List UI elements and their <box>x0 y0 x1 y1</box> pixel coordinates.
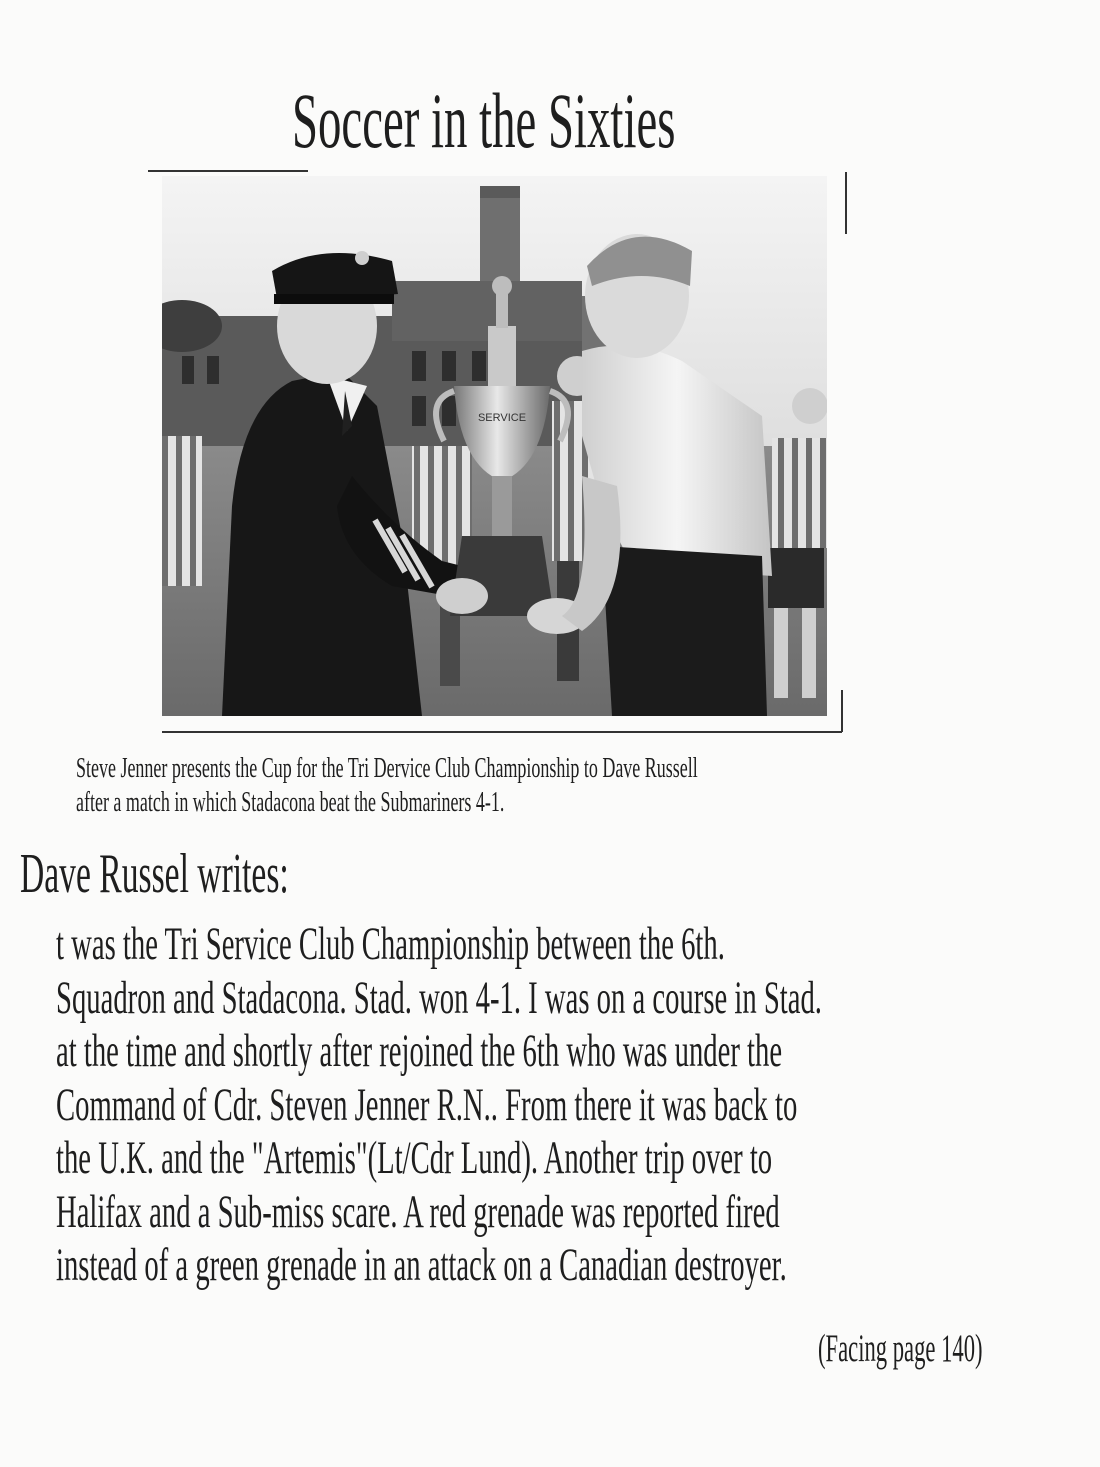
rule-top-left <box>148 170 308 172</box>
caption-line: after a match in which Stadacona beat the Submariners 4-1. <box>76 786 505 818</box>
page-reference: (Facing page 140) <box>818 1327 983 1370</box>
body-line: instead of a green grenade in an attack on a Canadian destroyer. <box>56 1239 787 1291</box>
trophy-presentation-photo <box>162 176 827 716</box>
body-line: Command of Cdr. Steven Jenner R.N.. From there it was back to <box>56 1078 798 1131</box>
rule-right-bottom <box>841 690 843 732</box>
rule-bottom <box>162 731 842 733</box>
trophy-engraving: SERVICE <box>477 412 527 424</box>
caption-line: Steve Jenner presents the Cup for the Tri Dervice Club Championship to Dave Russell <box>76 752 698 784</box>
body-line: t was the Tri Service Club Championship between the 6th. <box>56 918 725 970</box>
body-line: the U.K. and the "Artemis"(Lt/Cdr Lund). Another trip over to <box>56 1132 773 1184</box>
body-line: Squadron and Stadacona. Stad. won 4-1. I was on a course in Stad. <box>56 971 822 1024</box>
page-title: Soccer in the Sixties <box>292 77 676 164</box>
body-line: Halifax and a Sub-miss scare. A red grenade was reported fired <box>56 1185 780 1238</box>
section-heading: Dave Russel writes: <box>20 843 289 905</box>
rule-right-top <box>845 172 847 234</box>
body-text <box>56 918 822 1293</box>
body-line: at the time and shortly after rejoined the 6th who was under the <box>56 1025 783 1077</box>
photo-caption <box>76 751 698 819</box>
